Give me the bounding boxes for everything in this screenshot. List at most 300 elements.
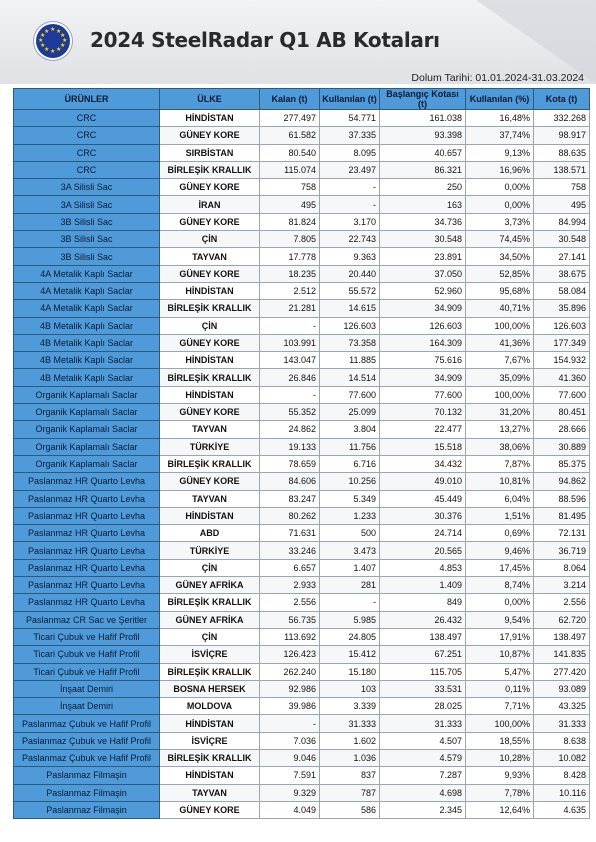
used-percent-cell: 8,74%	[466, 577, 534, 594]
used-percent-cell: 7,67%	[466, 352, 534, 369]
used-cell: 37.335	[320, 127, 380, 144]
quota-cell: 8.428	[534, 767, 590, 784]
country-cell: TAYVAN	[160, 784, 260, 801]
quota-cell: 141.835	[534, 646, 590, 663]
remaining-cell: 7.591	[260, 767, 320, 784]
used-cell: 3.170	[320, 213, 380, 230]
used-cell: 787	[320, 784, 380, 801]
used-percent-cell: 16,96%	[466, 161, 534, 178]
used-percent-cell: 9,54%	[466, 611, 534, 628]
product-cell: Organik Kaplamalı Saclar	[14, 404, 160, 421]
used-cell: 31.333	[320, 715, 380, 732]
initial-quota-cell: 30.548	[380, 231, 466, 248]
used-percent-cell: 100,00%	[466, 715, 534, 732]
remaining-cell: 84.606	[260, 473, 320, 490]
product-cell: Paslanmaz Filmaşin	[14, 784, 160, 801]
product-cell: 3B Silisli Sac	[14, 248, 160, 265]
country-cell: GÜNEY AFRİKA	[160, 577, 260, 594]
table-row	[14, 421, 590, 438]
product-cell: 4B Metalik Kaplı Saclar	[14, 334, 160, 351]
remaining-cell: 55.352	[260, 404, 320, 421]
quota-cell: 36.719	[534, 542, 590, 559]
used-cell: 1.036	[320, 749, 380, 766]
country-cell: HİNDİSTAN	[160, 282, 260, 299]
quota-cell: 154.932	[534, 352, 590, 369]
country-cell: GÜNEY KORE	[160, 265, 260, 282]
remaining-cell: 18.235	[260, 265, 320, 282]
country-cell: ÇİN	[160, 559, 260, 576]
initial-quota-cell: 34.909	[380, 369, 466, 386]
country-cell: ÇİN	[160, 317, 260, 334]
initial-quota-cell: 31.333	[380, 715, 466, 732]
product-cell: Organik Kaplamalı Saclar	[14, 455, 160, 472]
quota-cell: 4.635	[534, 801, 590, 818]
quota-cell: 58.084	[534, 282, 590, 299]
country-cell: ÇİN	[160, 628, 260, 645]
quota-cell: 10.116	[534, 784, 590, 801]
used-percent-cell: 31,20%	[466, 404, 534, 421]
table-row	[14, 334, 590, 351]
remaining-cell: 17.778	[260, 248, 320, 265]
initial-quota-cell: 164.309	[380, 334, 466, 351]
remaining-cell: 9.329	[260, 784, 320, 801]
initial-quota-cell: 138.497	[380, 628, 466, 645]
used-percent-cell: 9,13%	[466, 144, 534, 161]
used-percent-cell: 10,81%	[466, 473, 534, 490]
product-cell: Paslanmaz Çubuk ve Hafif Profil	[14, 732, 160, 749]
product-cell: Paslanmaz HR Quarto Levha	[14, 507, 160, 524]
product-cell: 3B Silisli Sac	[14, 231, 160, 248]
table-row	[14, 559, 590, 576]
quota-cell: 2.556	[534, 594, 590, 611]
product-cell: Paslanmaz Çubuk ve Hafif Profil	[14, 749, 160, 766]
initial-quota-cell: 15.518	[380, 438, 466, 455]
used-cell: 23.497	[320, 161, 380, 178]
remaining-cell: -	[260, 317, 320, 334]
product-cell: Paslanmaz HR Quarto Levha	[14, 490, 160, 507]
page-header	[0, 0, 596, 84]
used-cell: 24.805	[320, 628, 380, 645]
remaining-cell: 83.247	[260, 490, 320, 507]
initial-quota-cell: 45.449	[380, 490, 466, 507]
product-cell: Paslanmaz HR Quarto Levha	[14, 525, 160, 542]
initial-quota-cell: 4.579	[380, 749, 466, 766]
quota-cell: 138.571	[534, 161, 590, 178]
used-header: Kullanılan (t)	[320, 89, 380, 110]
country-cell: GÜNEY KORE	[160, 127, 260, 144]
remaining-header: Kalan (t)	[260, 89, 320, 110]
remaining-cell: 115.074	[260, 161, 320, 178]
remaining-cell: 92.986	[260, 680, 320, 697]
product-cell: Ticari Çubuk ve Hafif Profil	[14, 646, 160, 663]
product-cell: Paslanmaz Çubuk ve Hafif Profil	[14, 715, 160, 732]
country-cell: HİNDİSTAN	[160, 507, 260, 524]
table-row	[14, 594, 590, 611]
product-cell: CRC	[14, 144, 160, 161]
initial-quota-cell: 4.507	[380, 732, 466, 749]
initial-quota-cell: 23.891	[380, 248, 466, 265]
product-cell: İnşaat Demiri	[14, 680, 160, 697]
used-percent-cell: 37,74%	[466, 127, 534, 144]
product-cell: Paslanmaz HR Quarto Levha	[14, 577, 160, 594]
product-cell: 4A Metalik Kaplı Saclar	[14, 300, 160, 317]
table-row	[14, 317, 590, 334]
country-cell: TÜRKİYE	[160, 438, 260, 455]
initial-quota-header: Başlangıç Kotası (t)	[380, 89, 466, 110]
product-cell: Paslanmaz Filmaşin	[14, 767, 160, 784]
product-cell: 3B Silisli Sac	[14, 213, 160, 230]
initial-quota-cell: 163	[380, 196, 466, 213]
table-header-row	[14, 89, 590, 110]
initial-quota-cell: 4.698	[380, 784, 466, 801]
table-row	[14, 213, 590, 230]
remaining-cell: 262.240	[260, 663, 320, 680]
product-cell: Paslanmaz HR Quarto Levha	[14, 594, 160, 611]
remaining-cell: 6.657	[260, 559, 320, 576]
quota-cell: 8.064	[534, 559, 590, 576]
used-cell: 586	[320, 801, 380, 818]
country-cell: BİRLEŞİK KRALLIK	[160, 300, 260, 317]
date-range: Dolum Tarihi: 01.01.2024-31.03.2024	[411, 72, 584, 84]
table-row	[14, 715, 590, 732]
quota-cell: 62.720	[534, 611, 590, 628]
used-cell: 103	[320, 680, 380, 697]
initial-quota-cell: 30.376	[380, 507, 466, 524]
table-row	[14, 663, 590, 680]
quota-cell: 30.889	[534, 438, 590, 455]
used-percent-cell: 17,45%	[466, 559, 534, 576]
quota-cell: 98.917	[534, 127, 590, 144]
table-row	[14, 680, 590, 697]
remaining-cell: 33.246	[260, 542, 320, 559]
used-cell: 6.716	[320, 455, 380, 472]
used-cell: -	[320, 179, 380, 196]
country-cell: MOLDOVA	[160, 698, 260, 715]
quota-cell: 138.497	[534, 628, 590, 645]
initial-quota-cell: 250	[380, 179, 466, 196]
used-percent-cell: 7,71%	[466, 698, 534, 715]
used-percent-cell: 9,93%	[466, 767, 534, 784]
remaining-cell: 80.540	[260, 144, 320, 161]
used-cell: 3.804	[320, 421, 380, 438]
used-percent-cell: 17,91%	[466, 628, 534, 645]
quota-cell: 28.666	[534, 421, 590, 438]
used-cell: 55.572	[320, 282, 380, 299]
initial-quota-cell: 4.853	[380, 559, 466, 576]
table-row	[14, 248, 590, 265]
country-cell: HİNDİSTAN	[160, 715, 260, 732]
quota-cell: 88.596	[534, 490, 590, 507]
remaining-cell: 24.862	[260, 421, 320, 438]
remaining-cell: 80.262	[260, 507, 320, 524]
used-cell: 3.339	[320, 698, 380, 715]
product-cell: 4B Metalik Kaplı Saclar	[14, 369, 160, 386]
table-row	[14, 352, 590, 369]
used-percent-cell: 38,06%	[466, 438, 534, 455]
quota-cell: 10.082	[534, 749, 590, 766]
table-row	[14, 110, 590, 127]
initial-quota-cell: 52.960	[380, 282, 466, 299]
quota-cell: 758	[534, 179, 590, 196]
product-cell: Ticari Çubuk ve Hafif Profil	[14, 663, 160, 680]
country-cell: ABD	[160, 525, 260, 542]
table-row	[14, 369, 590, 386]
table-row	[14, 507, 590, 524]
table-row	[14, 628, 590, 645]
remaining-cell: -	[260, 715, 320, 732]
country-cell: BİRLEŞİK KRALLIK	[160, 369, 260, 386]
used-percent-cell: 40,71%	[466, 300, 534, 317]
used-percent-cell: 100,00%	[466, 317, 534, 334]
quota-cell: 77.600	[534, 386, 590, 403]
table-row	[14, 231, 590, 248]
table-row	[14, 144, 590, 161]
product-cell: 4A Metalik Kaplı Saclar	[14, 265, 160, 282]
initial-quota-cell: 75.616	[380, 352, 466, 369]
table-row	[14, 698, 590, 715]
remaining-cell: 56.735	[260, 611, 320, 628]
table-row	[14, 179, 590, 196]
country-cell: TAYVAN	[160, 421, 260, 438]
table-row	[14, 473, 590, 490]
remaining-cell: 39.986	[260, 698, 320, 715]
used-cell: 15.180	[320, 663, 380, 680]
country-cell: İRAN	[160, 196, 260, 213]
table-row	[14, 525, 590, 542]
used-percent-cell: 0,00%	[466, 594, 534, 611]
quota-cell: 84.994	[534, 213, 590, 230]
initial-quota-cell: 86.321	[380, 161, 466, 178]
product-cell: Organik Kaplamalı Saclar	[14, 438, 160, 455]
country-cell: İSVİÇRE	[160, 646, 260, 663]
country-cell: HİNDİSTAN	[160, 110, 260, 127]
country-cell: BİRLEŞİK KRALLIK	[160, 161, 260, 178]
product-cell: 4B Metalik Kaplı Saclar	[14, 317, 160, 334]
quota-cell: 177.349	[534, 334, 590, 351]
used-percent-cell: 18,55%	[466, 732, 534, 749]
initial-quota-cell: 28.025	[380, 698, 466, 715]
remaining-cell: 4.049	[260, 801, 320, 818]
country-cell: BİRLEŞİK KRALLIK	[160, 663, 260, 680]
product-cell: 3A Silisli Sac	[14, 179, 160, 196]
initial-quota-cell: 161.038	[380, 110, 466, 127]
remaining-cell: 9.046	[260, 749, 320, 766]
quota-cell: 80.451	[534, 404, 590, 421]
quota-cell: 8.638	[534, 732, 590, 749]
quota-cell: 41.360	[534, 369, 590, 386]
used-percent-cell: 16,48%	[466, 110, 534, 127]
country-cell: BİRLEŞİK KRALLIK	[160, 455, 260, 472]
product-cell: CRC	[14, 127, 160, 144]
country-header: ÜLKE	[160, 89, 260, 110]
quota-cell: 495	[534, 196, 590, 213]
table-row	[14, 490, 590, 507]
country-cell: TAYVAN	[160, 490, 260, 507]
used-cell: 1.602	[320, 732, 380, 749]
used-cell: -	[320, 196, 380, 213]
quota-cell: 43.325	[534, 698, 590, 715]
initial-quota-cell: 20.565	[380, 542, 466, 559]
country-cell: TÜRKİYE	[160, 542, 260, 559]
used-percent-cell: 6,04%	[466, 490, 534, 507]
table-row	[14, 300, 590, 317]
used-cell: 1.233	[320, 507, 380, 524]
used-percent-cell: 0,00%	[466, 196, 534, 213]
used-percent-cell: 7,78%	[466, 784, 534, 801]
quota-cell: 27.141	[534, 248, 590, 265]
initial-quota-cell: 34.736	[380, 213, 466, 230]
remaining-cell: 113.692	[260, 628, 320, 645]
initial-quota-cell: 70.132	[380, 404, 466, 421]
country-cell: BİRLEŞİK KRALLIK	[160, 594, 260, 611]
table-row	[14, 404, 590, 421]
product-cell: Paslanmaz HR Quarto Levha	[14, 542, 160, 559]
used-percent-cell: 74,45%	[466, 231, 534, 248]
country-cell: TAYVAN	[160, 248, 260, 265]
used-cell: 15.412	[320, 646, 380, 663]
remaining-cell: 143.047	[260, 352, 320, 369]
quota-cell: 332.268	[534, 110, 590, 127]
used-percent-cell: 12,64%	[466, 801, 534, 818]
quota-cell: 30.548	[534, 231, 590, 248]
remaining-cell: 103.991	[260, 334, 320, 351]
used-cell: 77.600	[320, 386, 380, 403]
used-percent-cell: 7,87%	[466, 455, 534, 472]
used-cell: 22.743	[320, 231, 380, 248]
table-row	[14, 542, 590, 559]
table-row	[14, 196, 590, 213]
product-cell: 4B Metalik Kaplı Saclar	[14, 352, 160, 369]
country-cell: BİRLEŞİK KRALLIK	[160, 749, 260, 766]
quota-cell: 93.089	[534, 680, 590, 697]
quota-cell: 38.675	[534, 265, 590, 282]
used-cell: 5.985	[320, 611, 380, 628]
used-cell: 281	[320, 577, 380, 594]
quota-cell: 81.495	[534, 507, 590, 524]
initial-quota-cell: 93.398	[380, 127, 466, 144]
table-row	[14, 386, 590, 403]
remaining-cell: 758	[260, 179, 320, 196]
product-cell: 3A Silisli Sac	[14, 196, 160, 213]
product-cell: 4A Metalik Kaplı Saclar	[14, 282, 160, 299]
quota-header: Kota (t)	[534, 89, 590, 110]
initial-quota-cell: 1.409	[380, 577, 466, 594]
used-cell: 9.363	[320, 248, 380, 265]
used-cell: 5.349	[320, 490, 380, 507]
initial-quota-cell: 115.705	[380, 663, 466, 680]
used-percent-cell: 95,68%	[466, 282, 534, 299]
quota-cell: 88.635	[534, 144, 590, 161]
used-percent-cell: 34,50%	[466, 248, 534, 265]
used-percent-cell: 52,85%	[466, 265, 534, 282]
initial-quota-cell: 24.714	[380, 525, 466, 542]
country-cell: GÜNEY KORE	[160, 334, 260, 351]
country-cell: GÜNEY KORE	[160, 473, 260, 490]
table-row	[14, 767, 590, 784]
used-cell: 54.771	[320, 110, 380, 127]
used-cell: 500	[320, 525, 380, 542]
table-row	[14, 784, 590, 801]
used-cell: 20.440	[320, 265, 380, 282]
initial-quota-cell: 7.287	[380, 767, 466, 784]
quota-cell: 31.333	[534, 715, 590, 732]
product-cell: CRC	[14, 110, 160, 127]
initial-quota-cell: 34.909	[380, 300, 466, 317]
used-percent-cell: 0,69%	[466, 525, 534, 542]
used-percent-cell: 5,47%	[466, 663, 534, 680]
used-cell: 11.885	[320, 352, 380, 369]
remaining-cell: 2.933	[260, 577, 320, 594]
used-cell: 126.603	[320, 317, 380, 334]
used-percent-cell: 3,73%	[466, 213, 534, 230]
table-row	[14, 438, 590, 455]
remaining-cell: 21.281	[260, 300, 320, 317]
used-cell: 10.256	[320, 473, 380, 490]
quota-cell: 35.896	[534, 300, 590, 317]
quota-cell: 94.862	[534, 473, 590, 490]
remaining-cell: 2.556	[260, 594, 320, 611]
remaining-cell: 126.423	[260, 646, 320, 663]
product-cell: Organik Kaplamalı Saclar	[14, 421, 160, 438]
product-cell: Paslanmaz HR Quarto Levha	[14, 473, 160, 490]
used-cell: 8.095	[320, 144, 380, 161]
quota-cell: 72.131	[534, 525, 590, 542]
table-row	[14, 161, 590, 178]
country-cell: GÜNEY KORE	[160, 213, 260, 230]
used-percent-cell: 0,00%	[466, 179, 534, 196]
country-cell: İSVİÇRE	[160, 732, 260, 749]
used-cell: 837	[320, 767, 380, 784]
remaining-cell: 26.846	[260, 369, 320, 386]
used-cell: 11.756	[320, 438, 380, 455]
remaining-cell: 7.036	[260, 732, 320, 749]
used-percent-cell: 35,09%	[466, 369, 534, 386]
remaining-cell: 19.133	[260, 438, 320, 455]
product-cell: CRC	[14, 161, 160, 178]
country-cell: GÜNEY KORE	[160, 404, 260, 421]
initial-quota-cell: 22.477	[380, 421, 466, 438]
remaining-cell: 495	[260, 196, 320, 213]
used-percent-cell: 0,11%	[466, 680, 534, 697]
table-row	[14, 732, 590, 749]
remaining-cell: 81.824	[260, 213, 320, 230]
product-cell: İnşaat Demiri	[14, 698, 160, 715]
quota-table	[13, 88, 590, 819]
country-cell: HİNDİSTAN	[160, 352, 260, 369]
products-header: ÜRÜNLER	[14, 89, 160, 110]
country-cell: GÜNEY KORE	[160, 801, 260, 818]
remaining-cell: 78.659	[260, 455, 320, 472]
initial-quota-cell: 2.345	[380, 801, 466, 818]
used-percent-cell: 9,46%	[466, 542, 534, 559]
table-row	[14, 127, 590, 144]
table-row	[14, 749, 590, 766]
used-cell: 25.099	[320, 404, 380, 421]
remaining-cell: 277.497	[260, 110, 320, 127]
initial-quota-cell: 77.600	[380, 386, 466, 403]
used-percent-cell: 1,51%	[466, 507, 534, 524]
eu-flag-icon: ★ ★ ★ ★ ★ ★ ★ ★ ★ ★ ★ ★	[36, 24, 70, 58]
table-row	[14, 282, 590, 299]
initial-quota-cell: 26.432	[380, 611, 466, 628]
used-percent-cell: 41,36%	[466, 334, 534, 351]
quota-cell: 85.375	[534, 455, 590, 472]
used-percent-cell: 10,87%	[466, 646, 534, 663]
page-title: 2024 SteelRadar Q1 AB Kotaları	[90, 28, 440, 52]
quota-cell: 3.214	[534, 577, 590, 594]
country-cell: GÜNEY AFRİKA	[160, 611, 260, 628]
initial-quota-cell: 49.010	[380, 473, 466, 490]
